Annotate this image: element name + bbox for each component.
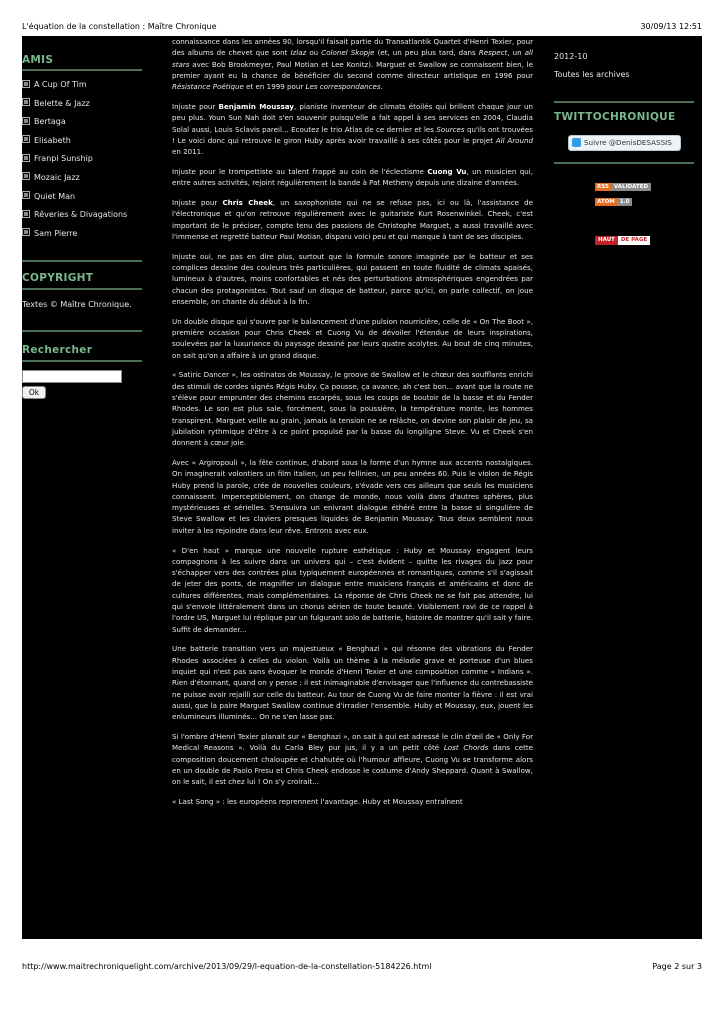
text-run: qu'ils ont trouvées ! Le voici donc qui retrouve le giron Huby après avoir travaillé à ses côtés pour le projet: [172, 124, 533, 145]
link-bullet-icon: [22, 98, 30, 106]
badge-left-label: ATOM: [597, 199, 615, 205]
friend-link[interactable]: Quiet Man: [34, 191, 76, 201]
left-sidebar: [22, 36, 168, 939]
album-title: Les correspondances: [305, 82, 381, 92]
twitter-bottom-divider: [554, 162, 694, 164]
copyright-heading: COPYRIGHT: [22, 272, 94, 284]
musician-name: Cuong Vu: [427, 166, 467, 176]
list-item[interactable]: [22, 132, 168, 151]
search-heading: Rechercher: [22, 344, 93, 356]
search-ok-button[interactable]: Ok: [22, 386, 46, 399]
article-paragraph: [172, 197, 533, 242]
list-item[interactable]: [22, 188, 168, 207]
text-run: et en 1999 pour: [243, 82, 306, 92]
all-archives-link[interactable]: Toutes les archives: [554, 70, 630, 79]
album-title: Lost Chords: [443, 743, 489, 753]
album-title: Respect: [478, 48, 508, 58]
article-paragraph: « D'en haut » marque une nouvelle rupture esthétique : Huby et Moussay engagent leurs compagnons à les suivre dans un univers qui – c'est évident – quitte les rivages du jazz pour s'échapper vers des contrées plus typiquement européennes et romantiques, comme s'il s'agissait de jeter des ponts, de magnifier un dialogue entre musiciens français et américains et donc de cultures différentes, mais complémentaires. La réponse de Chris Cheek ne se fait pas attendre, lui qui s'envole littéralement dans un chorus aérien de toute beauté. Visiblement ravi de ce rappel à l'ordre US, Marguet lui réplique par un fulgurant solo de batterie, histoire de montrer qu'il sait y faire. Suffit de demander...: [172, 545, 533, 634]
de-page-label: DE PAGE: [618, 236, 650, 245]
article-paragraph: « Last Song » : les européens reprennent l'avantage. Huby et Moussay entraînent: [172, 797, 463, 807]
twitter-bird-icon: [572, 138, 581, 147]
badge-right-label: VALIDATED: [611, 183, 651, 191]
list-item[interactable]: [22, 150, 168, 169]
list-item[interactable]: [22, 113, 168, 132]
link-bullet-icon: [22, 135, 30, 143]
article-paragraph: [172, 731, 533, 787]
text-run: dans cette composition doucement chaloupée et chahutée où l'humour affleure, Cuong Vu se transforme alors en un double de Paolo Fresu et Chris Cheek endosse le costume d'Andy Sheppard. Quant à Swallow, on le sait, il est chez lui ! On s'y croirait...: [172, 743, 533, 787]
text-run: , un musicien qui, entre autres activités, rejoint régulièrement la bande à Pat Metheny depuis une dizaine d'années.: [172, 166, 533, 188]
text-run: en 2011.: [172, 147, 204, 157]
search-input[interactable]: [22, 370, 122, 383]
link-bullet-icon: [22, 172, 30, 180]
article-paragraph: Une batterie transition vers un majestueux « Benghazi » qui résonne des vibrations du Fender Rhodes associées à celles du violon. Voilà un thème à la mélodie grave et porteuse d'un blues inquiet qui n'est pas sans évoquer le monde d'Henri Texier et une composition comme « Indians ». Rien d'étonnant, quand on y pense : il est inimaginable d'envisager que l'influence du contrebassiste ne puisse avoir rejailli sur celle du batteur. Au tour de Cuong Vu de faire monter la fièvre : il est vrai aussi, que la paire Marguet Swallow continue d'irradier l'ensemble. Huby et Moussay, eux, jouent les enlumineurs illuminés... On ne s'en lasse pas.: [172, 644, 533, 722]
text-run: avec Bob Brookmeyer, Paul Motian et Lee Konitz). Marguet et Swallow se connaissent bien, le premier ayant eu la chance de bénéficier du second comme directeur artistique en 1996 pour: [172, 59, 533, 80]
friend-link[interactable]: Bertaga: [34, 117, 66, 127]
search-divider: [22, 360, 142, 362]
copyright-top-divider: [22, 260, 142, 262]
print-url: http://www.maitrechroniquelight.com/archive/2013/09/29/l-equation-de-la-constellation-5184226.html: [22, 962, 432, 971]
album-title: All Around: [495, 135, 533, 145]
article-paragraph: [172, 36, 533, 92]
haut-label: HAUT: [595, 236, 618, 245]
friend-link[interactable]: A Cup Of Tim: [34, 80, 87, 89]
text-run: Injuste pour le trompettiste au talent frappé au coin de l'éclectisme: [172, 166, 428, 176]
text-run: connaissance dans les années 90, lorsqu'il faisait partie du Transatlantik Quartet d'Henri Texier, pour des albums de chevet que sont: [172, 37, 533, 58]
album-title: Résistance Poétique: [172, 82, 244, 92]
list-item[interactable]: [22, 206, 168, 225]
copyright-text: Textes © Maître Chronique.: [22, 300, 132, 309]
link-bullet-icon: [22, 191, 30, 199]
amis-section: [22, 54, 128, 238]
list-item[interactable]: [22, 95, 168, 114]
amis-list: [22, 76, 168, 243]
friend-link[interactable]: Franpi Sunship: [34, 154, 93, 164]
link-bullet-icon: [22, 80, 30, 88]
article-paragraph: [172, 166, 533, 189]
print-page-title: L'équation de la constellation : Maître Chronique: [22, 22, 217, 31]
text-run: , pianiste inventeur de climats étoilés qui brillent chaque jour un peu plus. Youn Sun Nah doit s'en souvenir puisqu'elle a fait appel à ses services en 2004, Claudia Solal aussi, Louis Sclavis pareil... Ecoutez le trio Atlas de ce dernier et les: [172, 101, 534, 134]
friend-link[interactable]: Elisabeth: [34, 135, 71, 145]
print-header: [0, 0, 724, 34]
article-paragraph: Injuste oui, ne pas en dire plus, surtout que la formule sonore imaginée par le batteur et ses complices dessine des couleurs très particulières, qui passent en toute fluidité de climats apaisés, lumineux à d'autres, moins confortables et nés des perturbations atmosphériques engendrées par chacun des protagonistes. Tout sauf un disque de batteur, parce qu'ici, on parle collectif, on joue ensemble, on chante du début à la fin.: [172, 251, 533, 306]
album-title: Colonel Skopje: [321, 48, 375, 58]
article-paragraph: [172, 101, 533, 157]
search-top-divider: [22, 330, 142, 332]
friend-link[interactable]: Rêveries & Divagations: [34, 210, 128, 220]
list-item[interactable]: [22, 225, 168, 244]
friend-link[interactable]: Sam Pierre: [34, 228, 78, 238]
text-run: Injuste pour: [172, 198, 223, 208]
friend-link[interactable]: Belette & Jazz: [34, 98, 90, 108]
blog-page: [22, 36, 702, 939]
amis-divider: [22, 69, 142, 71]
album-title: Sources: [436, 124, 465, 134]
friend-link[interactable]: Mozaic Jazz: [34, 172, 80, 182]
print-page-number: Page 2 sur 3: [652, 962, 702, 971]
musician-name: Benjamin Moussay: [218, 101, 294, 111]
print-footer: [0, 954, 724, 984]
amis-heading: AMIS: [22, 54, 54, 66]
link-bullet-icon: [22, 210, 30, 218]
link-bullet-icon: [22, 154, 30, 162]
list-item[interactable]: [22, 169, 168, 188]
article-body: [172, 36, 533, 939]
link-bullet-icon: [22, 228, 30, 236]
twitter-top-divider: [554, 101, 694, 103]
right-sidebar: [554, 36, 702, 939]
text-run: (et, un peu plus tard, dans: [374, 48, 479, 58]
atom-badge[interactable]: [595, 198, 632, 206]
badge-right-label: 1.0: [617, 198, 633, 206]
link-bullet-icon: [22, 117, 30, 125]
text-run: .: [380, 82, 383, 92]
article-paragraph: Un double disque qui s'ouvre par le balancement d'une pulsion nourricière, celle de « On The Boot », première occasion pour Chris Cheek et Cuong Vu de dévoiler l'étendue de leurs inspirations, soulevées par la luxuriance du paysage dessiné par leurs quatre acolytes. Au bout de cinq minutes, on sait qu'on a affaire à un grand disque.: [172, 316, 533, 360]
twitter-follow-button[interactable]: [568, 135, 681, 151]
badge-left-label: RSS: [597, 184, 609, 190]
list-item[interactable]: [22, 76, 168, 95]
rss-validated-badge[interactable]: [595, 183, 651, 191]
text-run: , un: [507, 48, 525, 58]
text-run: Si l'ombre d'Henri Texier planait sur « Benghazi », on sait à qui est adressé le clin d'œil de « Only For Medical Reasons ». Voilà du Carla Bley pur jus, il y a un petit côté: [172, 732, 533, 753]
text-run: , un saxophoniste qui ne se refuse pas, ici ou là, l'assistance de l'électronique et qu'on retrouve régulièrement avec le guitariste Kurt Rosenwinkel. Cheek, c'est important de le préciser, compte tenu des passions de Christophe Marguet, a aussi travaillé avec l'immense et regretté batteur Paul Motian, disparu voici peu et qui manque à tant de ses disciples.: [172, 198, 533, 241]
musician-name: Chris Cheek: [222, 198, 273, 208]
text-run: Injuste pour: [172, 101, 219, 111]
article-paragraph: « Satiric Dancer », les ostinatos de Moussay, le groove de Swallow et le chœur des soufflants enrichi des stimuli de cordes signés Régis Huby. Ça pousse, ça avance, ah c'est bon... avant que la route ne s'élève pour emprunter des chemins escarpés, sous les coups de boutoir de la basse et du Fender Rhodes. Le son est plus sale, forcément, sous la poussière, la température monte, les hommes transpirent. Marguet veille au grain, jamais la tension ne se relâche, on devine son plaisir de jeu, sa jubilation rythmique d'être à ce point propulsé par la basse du longiligne Steve. Vu et Cheek s'en donnent à cœur joie.: [172, 370, 533, 448]
article-paragraph: Avec « Argiropouli », la fête continue, d'abord sous la forme d'un hymne aux accents nostalgiques. On imaginerait volontiers un film italien, un peu fellinien, un peu années 60. Puis le violon de Régis Huby prend la parole, crée de nouvelles couleurs, s'évade vers ces ailleurs que seuls les musiciens connaissent. Imperceptiblement, on change de monde, nous voilà dans d'autres sphères, plus mystérieuses et sérielles. S'ensuivra un enivrant dialogue éthéré entre la basse si singulière de Steve Swallow et les claviers presques liquides de Benjamin Moussay. Tous deux semblent nous inviter à les rejoindre dans leur rêve. Entrons avec eux.: [172, 458, 533, 535]
follow-label: Suivre @DenisDESASSIS: [584, 138, 672, 147]
text-run: ou: [306, 48, 322, 58]
emphasis: all stars: [172, 48, 533, 69]
album-title: Izlaz: [290, 48, 307, 58]
twitter-heading: TWITTOCHRONIQUE: [554, 111, 676, 123]
copyright-divider: [22, 288, 142, 290]
back-to-top-button[interactable]: [595, 236, 650, 245]
print-datetime: 30/09/13 12:51: [640, 22, 702, 31]
archive-month-link[interactable]: 2012-10: [554, 52, 588, 61]
